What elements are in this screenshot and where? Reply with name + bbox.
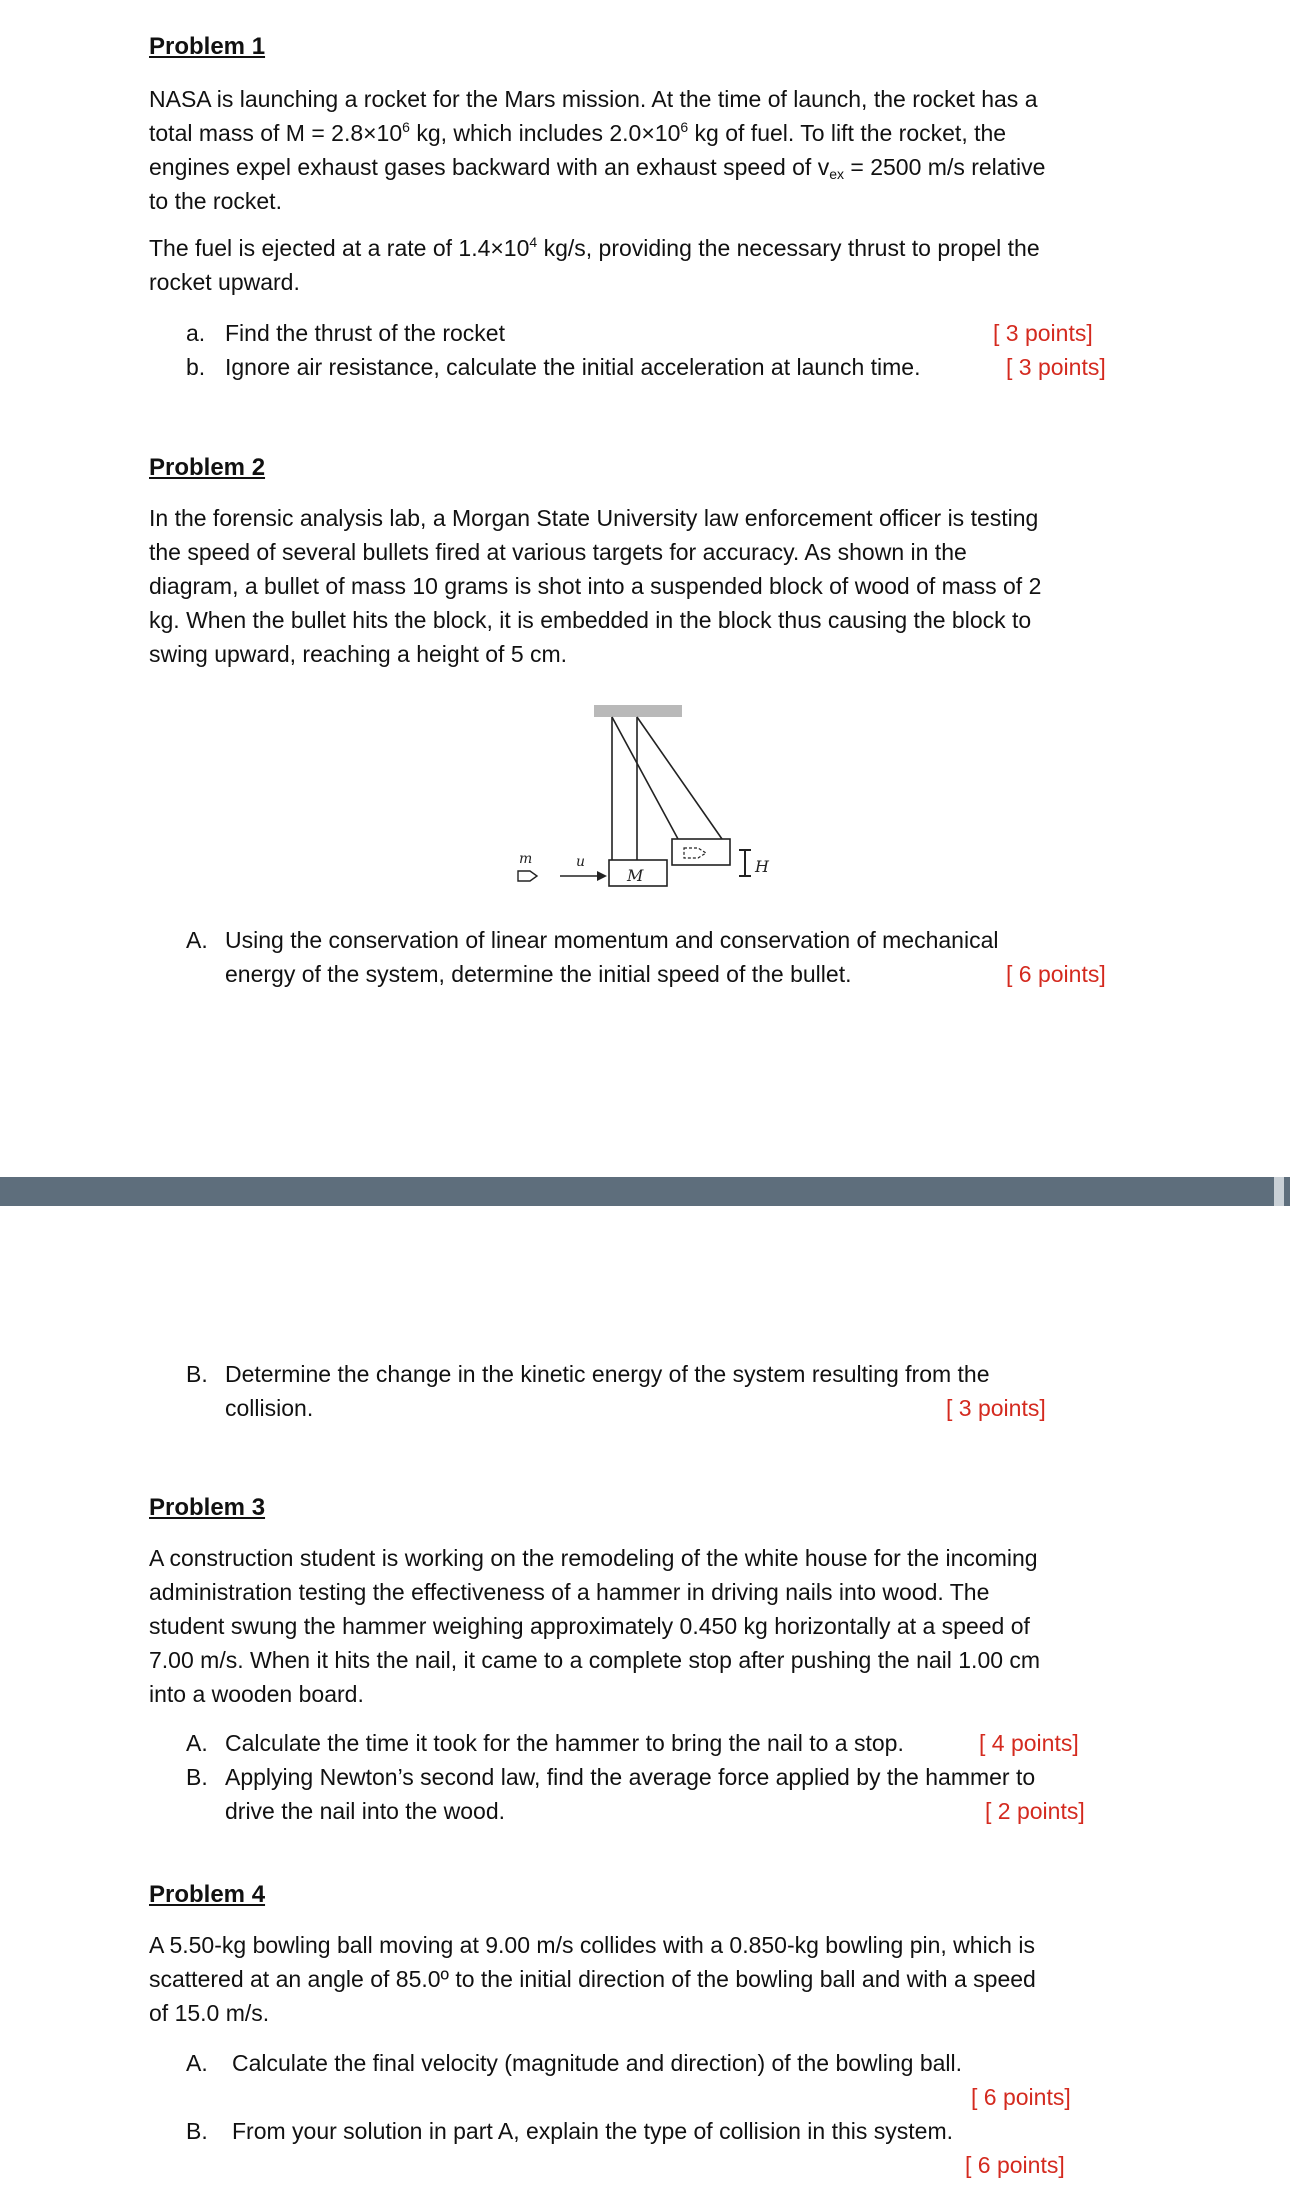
question-label: B. [186, 1764, 208, 1790]
question-label: A. [186, 927, 208, 953]
problem-4-line: scattered at an angle of 85.0º to the initial direction of the bowling ball and with a speed [149, 1966, 1036, 1992]
scroll-handle[interactable] [1274, 1177, 1284, 1206]
page-2 [0, 1206, 1290, 2199]
block-swung [672, 839, 730, 865]
ballistic-pendulum-diagram [500, 700, 800, 900]
question-text: Ignore air resistance, calculate the initial acceleration at launch time. [225, 354, 921, 380]
question-label: a. [186, 320, 206, 346]
problem-1-heading: Problem 1 [149, 33, 266, 60]
problem-1-line: The fuel is ejected at a rate of $1.4\times 10^4$ kg/s, providing the necessary thrust to propel the [149, 234, 1040, 261]
problem-2-line: diagram, a bullet of mass 10 grams is shot into a suspended block of wood of mass of 2 [149, 573, 1042, 599]
points-badge: [ 6 points] [971, 2084, 1071, 2110]
problem-4-heading: Problem 4 [149, 1881, 266, 1908]
question-label: B. [186, 1361, 208, 1387]
problem-3-text [149, 1541, 1149, 1711]
problem-1-line: engines expel exhaust gases backward with an exhaust speed of $v_{ex} = 2500$ m/s relative [149, 154, 1046, 182]
question-text: energy of the system, determine the initial speed of the bullet. [225, 961, 852, 987]
question-text: Calculate the final velocity (magnitude and direction) of the bowling ball. [232, 2050, 963, 2076]
problem-1-line: total mass of $M = 2.8\times 10^6$ kg, which includes $2.0\times 10^6$ kg of fuel. To lift the rocket, the [149, 119, 1007, 146]
points-badge: [ 6 points] [1006, 961, 1106, 987]
bullet-mass-label: m [519, 851, 533, 867]
page-divider [0, 1177, 1290, 1206]
problem-4-line: A 5.50-kg bowling ball moving at 9.00 m/s collides with a 0.850-kg bowling pin, which is [149, 1932, 1035, 1958]
points-badge: [ 3 points] [946, 1395, 1046, 1421]
problem-3-heading: Problem 3 [149, 1494, 266, 1521]
problem-1-rate [149, 231, 1149, 299]
problem-4-line: of 15.0 m/s. [149, 2000, 270, 2026]
velocity-label: u [576, 854, 586, 870]
problem-1-line: rocket upward. [149, 269, 300, 295]
problem-2-line: In the forensic analysis lab, a Morgan State University law enforcement officer is testing [149, 505, 1039, 531]
question-text: Using the conservation of linear momentum and conservation of mechanical [225, 927, 999, 953]
arrowhead-icon [597, 871, 607, 881]
problem-1-intro [149, 82, 1149, 218]
question-label: b. [186, 354, 206, 380]
problem-1-line: to the rocket. [149, 188, 282, 214]
question-label: A. [186, 2050, 208, 2076]
question-text: Determine the change in the kinetic energy of the system resulting from the [225, 1361, 990, 1387]
problem-2-text [149, 501, 1149, 671]
question-label: A. [186, 1730, 208, 1756]
ceiling-support [594, 705, 682, 717]
problem-2-heading: Problem 2 [149, 454, 266, 481]
question-label: B. [186, 2118, 208, 2144]
problem-4-text [149, 1928, 1149, 2030]
problem-2-line: swing upward, reaching a height of 5 cm. [149, 641, 568, 667]
problem-3-line: 7.00 m/s. When it hits the nail, it came to a complete stop after pushing the nail 1.00 cm [149, 1647, 1041, 1673]
problem-2-line: the speed of several bullets fired at various targets for accuracy. As shown in the [149, 539, 967, 565]
string [637, 717, 722, 839]
question-text: drive the nail into the wood. [225, 1798, 506, 1824]
problem-2-line: kg. When the bullet hits the block, it is embedded in the block thus causing the block to [149, 607, 1032, 633]
question-text: collision. [225, 1395, 314, 1421]
points-badge: [ 3 points] [993, 320, 1093, 346]
points-badge: [ 2 points] [985, 1798, 1085, 1824]
problem-3-line: administration testing the effectiveness of a hammer in driving nails into wood. The [149, 1579, 990, 1605]
problem-1-line: NASA is launching a rocket for the Mars mission. At the time of launch, the rocket has a [149, 86, 1038, 112]
problem-3-line: A construction student is working on the remodeling of the white house for the incoming [149, 1545, 1038, 1571]
bullet-icon [518, 871, 537, 881]
question-text: From your solution in part A, explain the type of collision in this system. [232, 2118, 953, 2144]
question-text: Applying Newton’s second law, find the average force applied by the hammer to [225, 1764, 1036, 1790]
points-badge: [ 3 points] [1006, 354, 1106, 380]
question-text: Calculate the time it took for the hammer to bring the nail to a stop. [225, 1730, 904, 1756]
question-text: Find the thrust of the rocket [225, 320, 505, 346]
height-label: H [755, 857, 769, 876]
block-label: M [627, 866, 644, 885]
problem-3-line: student swung the hammer weighing approximately 0.450 kg horizontally at a speed of [149, 1613, 1030, 1639]
points-badge: [ 4 points] [979, 1730, 1079, 1756]
points-badge: [ 6 points] [965, 2152, 1065, 2178]
problem-3-line: into a wooden board. [149, 1681, 364, 1707]
string [612, 717, 678, 839]
